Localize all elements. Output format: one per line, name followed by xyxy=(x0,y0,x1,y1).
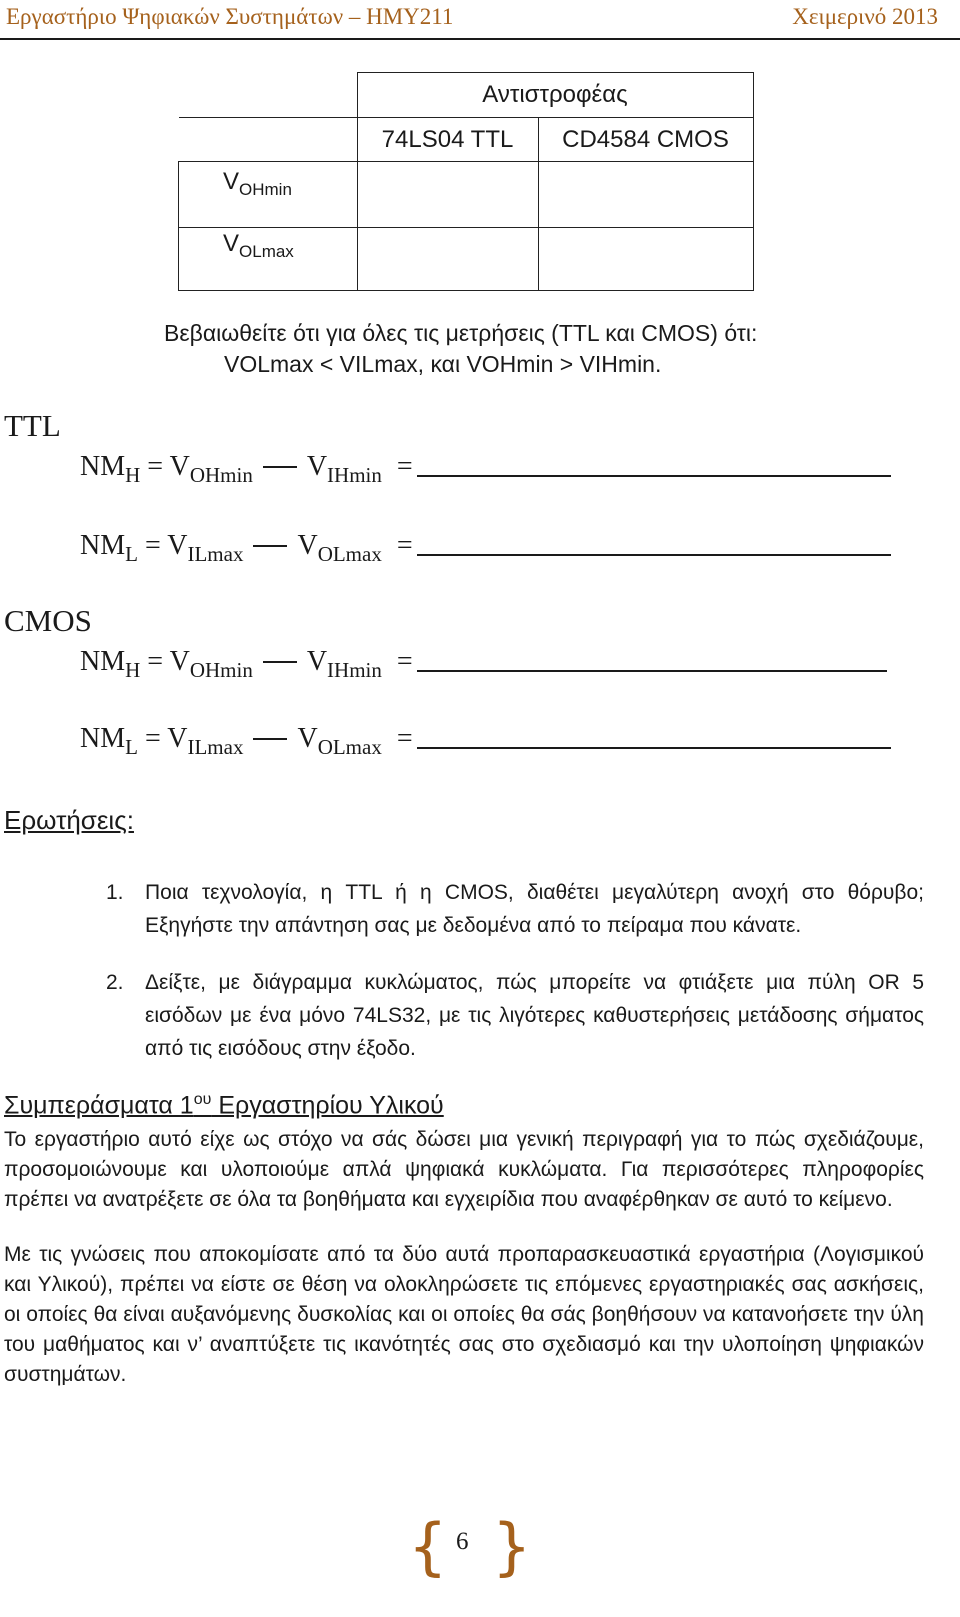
header-divider xyxy=(0,38,960,40)
footer-right-brace: } xyxy=(492,1510,532,1583)
question-number: 2. xyxy=(106,971,124,994)
answer-blank xyxy=(417,475,891,477)
answer-blank xyxy=(417,670,887,672)
row-label-main: V xyxy=(223,168,240,195)
cmos-section-title: CMOS xyxy=(4,603,92,638)
empty-corner-cell xyxy=(179,118,358,162)
verify-note-line2: VOLmax < VILmax, και VOHmin > VIHmin. xyxy=(224,351,662,377)
header-semester: Χειμερινό 2013 xyxy=(792,4,938,29)
cell-cmos-volmax xyxy=(538,228,753,291)
cmos-nml-equation: $NM_L = V_{ILmax}$ $V_{OLmax}$ = xyxy=(80,723,891,755)
verify-note-line1: Βεβαιωθείτε ότι για όλες τις μετρήσεις (TTL και CMOS) ότι: xyxy=(164,320,758,346)
row-label-main: V xyxy=(223,230,240,257)
row-label-vohmin xyxy=(179,162,358,228)
minus-sign xyxy=(253,545,287,547)
header-course-title: Εργαστήριο Ψηφιακών Συστημάτων – ΗΜΥ211 xyxy=(6,4,454,29)
answer-blank xyxy=(417,554,891,556)
empty-corner-cell xyxy=(179,73,358,118)
row-label-volmax xyxy=(179,228,358,291)
conclusions-paragraph-1: Το εργαστήριο αυτό είχε ως στόχο να σάς δώσει μια γενική περιγραφή για το πώς σχεδιάζουμε, προσομοιώνουμε και υλοποιούμε απλά ψηφιακά κυκλώματα. Για περισσότερες πληροφορίες πρέπει να ανατρέξετε σε όλα τα βοηθήματα και εγχειρίδια που αναφέρθηκαν σε αυτό το κείμενο. xyxy=(4,1128,924,1211)
cell-ttl-vohmin xyxy=(357,162,538,228)
answer-blank xyxy=(417,747,891,749)
question-text: Δείξτε, με διάγραμμα κυκλώματος, πώς μπορείτε να φτιάξετε μια πύλη OR 5 εισόδων με ένα μόνο 74LS32, με τις λιγότερες καθυστερήσεις μετάδοσης σήματος από τις εισόδους στην έξοδο. xyxy=(145,971,924,1060)
row-label-sub: OHmin xyxy=(239,180,292,199)
ttl-nml-equation: $NM_L = V_{ILmax}$ $V_{OLmax}$ = xyxy=(80,530,891,562)
col-header-cmos: CD4584 CMOS xyxy=(538,118,753,162)
page-number: 6 xyxy=(456,1528,469,1555)
col-header-ttl: 74LS04 TTL xyxy=(357,118,538,162)
minus-sign xyxy=(253,738,287,740)
minus-sign xyxy=(263,661,297,663)
conclusions-title: Συμπεράσματα $1^{o\upsilon}$ Εργαστηρίου Υλικού xyxy=(4,1091,444,1120)
cell-cmos-vohmin xyxy=(538,162,753,228)
question-text: Ποια τεχνολογία, η TTL ή η CMOS, διαθέτει μεγαλύτερη ανοχή στο θόρυβο; Εξηγήστε την απάντηση σας με δεδομένα από το πείραμα που κάνατε. xyxy=(145,881,924,937)
ttl-nmh-equation: $NM_H = V_{OHmin}$ $V_{IHmin}$ = xyxy=(80,451,891,483)
row-label-sub: OLmax xyxy=(239,242,294,261)
question-number: 1. xyxy=(106,881,124,904)
inverter-group-header: Αντιστροφέας xyxy=(357,73,753,118)
ttl-section-title: TTL xyxy=(4,408,61,443)
minus-sign xyxy=(263,466,297,468)
conclusions-paragraph-2: Με τις γνώσεις που αποκομίσατε από τα δύο αυτά προπαρασκευαστικά εργαστήρια (Λογισμικού και Υλικού), πρέπει να είστε σε θέση να ολοκληρώσετε τις επόμενες εργαστηριακές σας ασκήσεις, οι οποίες θα είναι αυξανόμενης δυσκολίας και οι οποίες θα σάς βοηθήσουν να κατανοήσετε την ύλη του μαθήματος και ν’ αναπτύξετε τις ικανότητές σας στο σχεδιασμό και την υλοποίηση ψηφιακών συστημάτων. xyxy=(4,1243,924,1386)
inverter-table xyxy=(178,72,754,291)
cmos-nmh-equation: $NM_H = V_{OHmin}$ $V_{IHmin}$ = xyxy=(80,646,887,678)
cell-ttl-volmax xyxy=(357,228,538,291)
footer-left-brace: { xyxy=(408,1510,448,1583)
questions-heading: Ερωτήσεις: xyxy=(4,805,134,835)
